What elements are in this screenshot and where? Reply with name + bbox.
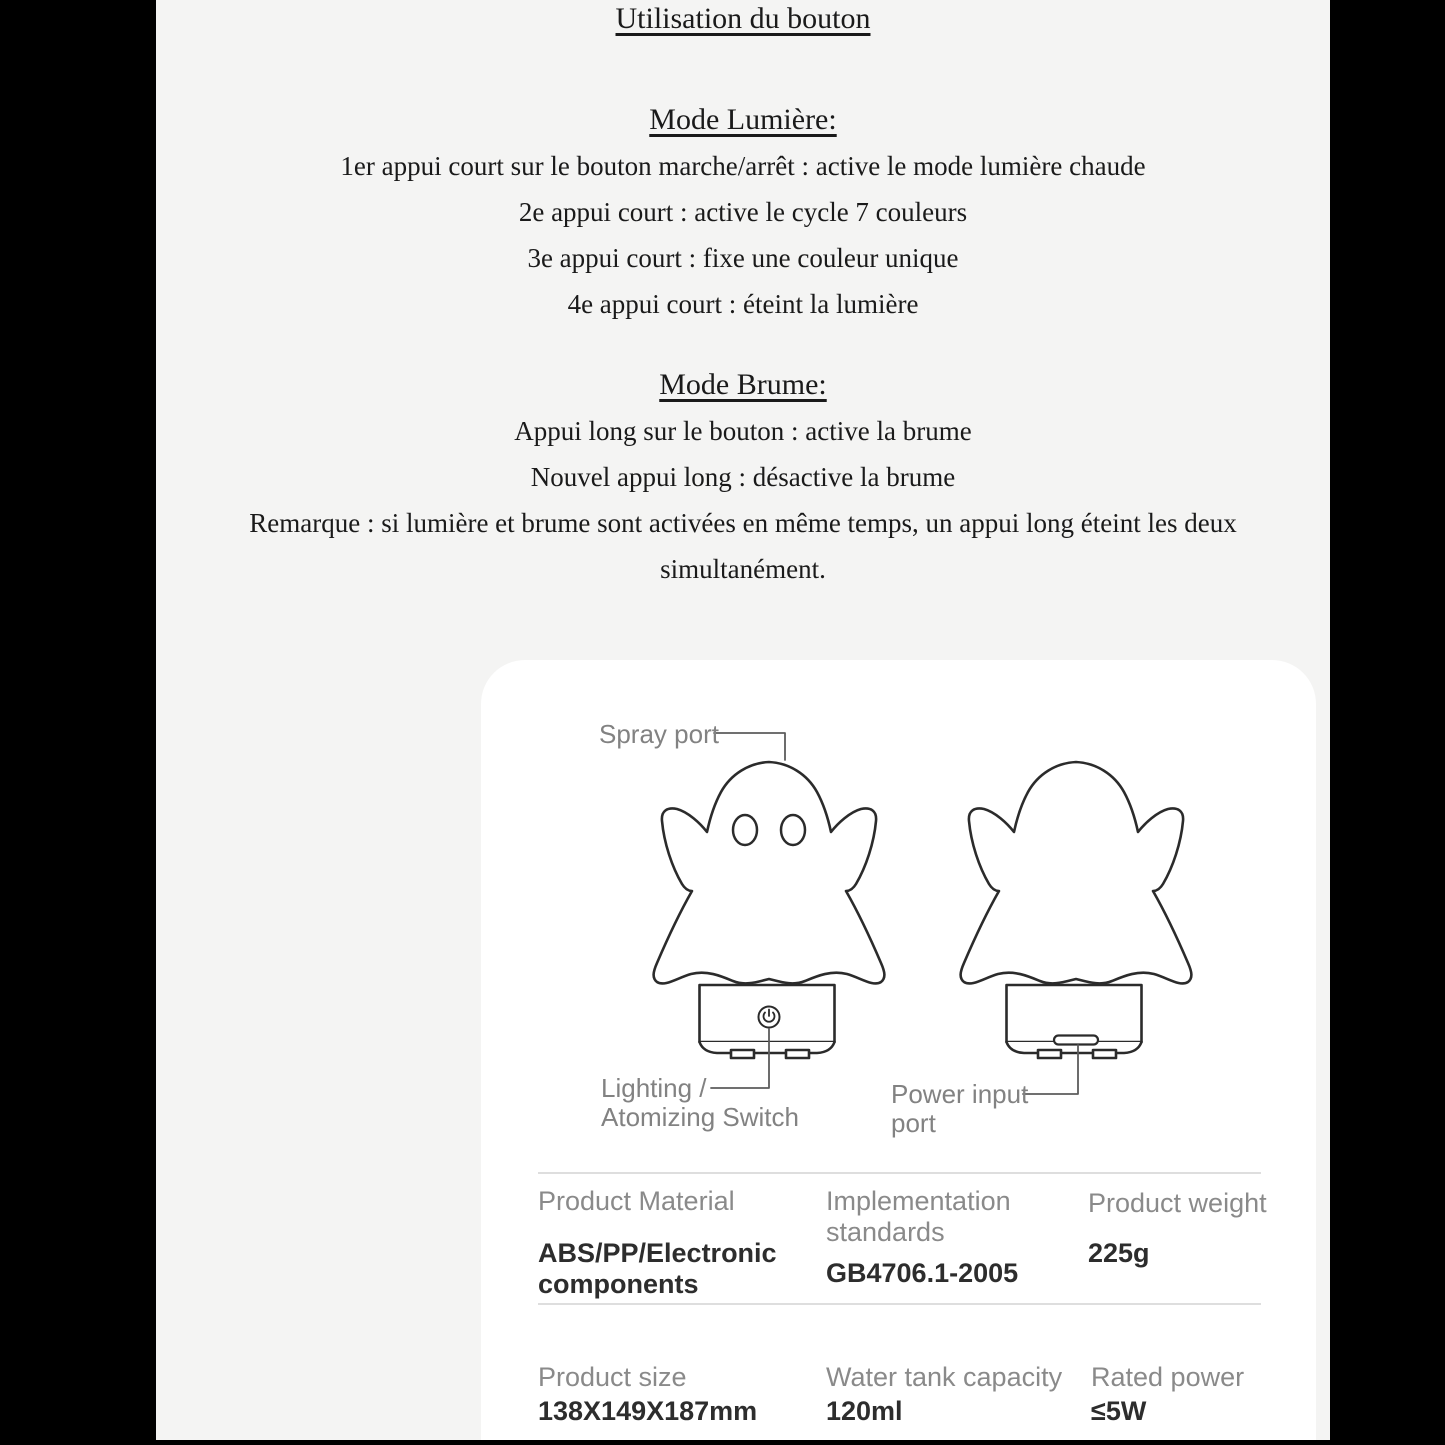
spec-material-value-line1: ABS/PP/Electronic <box>538 1238 777 1268</box>
light-mode-line: 3e appui court : fixe une couleur unique <box>527 243 959 273</box>
ghost-front-view <box>654 762 885 1058</box>
mist-mode-section <box>156 362 1330 592</box>
spec-size-label: Product size <box>538 1362 687 1392</box>
spec-standards-label-line2: standards <box>826 1217 945 1247</box>
spec-divider-top <box>538 1172 1261 1174</box>
product-diagram-card <box>481 660 1316 1440</box>
mist-mode-heading: Mode Brume: <box>659 368 827 401</box>
ghost-back-view <box>961 762 1192 1058</box>
mist-mode-line: Appui long sur le bouton : active la brume <box>514 416 972 446</box>
power-port-label <box>891 1080 1028 1138</box>
mist-mode-line: simultanément. <box>660 554 826 584</box>
switch-label-line1: Lighting / <box>601 1073 707 1103</box>
page-title-wrap <box>156 2 1330 36</box>
switch-label <box>601 1074 799 1132</box>
spec-weight-value: 225g <box>1088 1238 1150 1268</box>
page-title: Utilisation du bouton <box>615 2 871 35</box>
light-mode-line: 1er appui court sur le bouton marche/arrêt : active le mode lumière chaude <box>340 151 1146 181</box>
spec-tank-label: Water tank capacity <box>826 1362 1063 1392</box>
spray-port-connector <box>714 733 785 760</box>
spec-material-value <box>538 1238 777 1300</box>
switch-label-line2: Atomizing Switch <box>601 1102 799 1132</box>
spec-divider-middle <box>538 1303 1261 1305</box>
mist-mode-line: Nouvel appui long : désactive la brume <box>530 462 956 492</box>
spray-port-label: Spray port <box>599 719 719 749</box>
spec-standards-label-line1: Implementation <box>826 1186 1011 1216</box>
foot-left-icon <box>731 1050 754 1058</box>
spec-tank-value: 120ml <box>826 1396 903 1426</box>
base-lip-front <box>700 1042 835 1053</box>
content-area <box>156 0 1330 1440</box>
spec-power-label: Rated power <box>1091 1362 1245 1392</box>
spec-power-value: ≤5W <box>1091 1396 1147 1426</box>
spec-weight-label: Product weight <box>1088 1188 1267 1218</box>
mist-mode-line: Remarque : si lumière et brume sont activées en même temps, un appui long éteint les deux <box>249 508 1237 538</box>
power-input-slot-icon <box>1054 1036 1098 1045</box>
base-front <box>700 985 835 1042</box>
ghost-body-back <box>961 762 1192 983</box>
foot-right-icon <box>786 1050 809 1058</box>
light-mode-heading: Mode Lumière: <box>649 103 837 136</box>
spec-material-value-line2: components <box>538 1269 699 1299</box>
spec-material-label: Product Material <box>538 1186 735 1216</box>
foot-right-icon <box>1093 1050 1116 1058</box>
light-mode-section <box>156 97 1330 327</box>
foot-left-icon <box>1038 1050 1061 1058</box>
spec-standards-label <box>826 1186 1011 1248</box>
ghost-body-front <box>654 762 885 983</box>
base-back <box>1007 985 1142 1042</box>
power-port-label-line2: port <box>891 1108 936 1138</box>
light-mode-line: 4e appui court : éteint la lumière <box>567 289 919 319</box>
power-port-label-line1: Power input <box>891 1079 1029 1109</box>
spec-size-value: 138X149X187mm <box>538 1396 758 1426</box>
spec-standards-value: GB4706.1-2005 <box>826 1258 1019 1288</box>
light-mode-line: 2e appui court : active le cycle 7 couleurs <box>518 197 968 227</box>
